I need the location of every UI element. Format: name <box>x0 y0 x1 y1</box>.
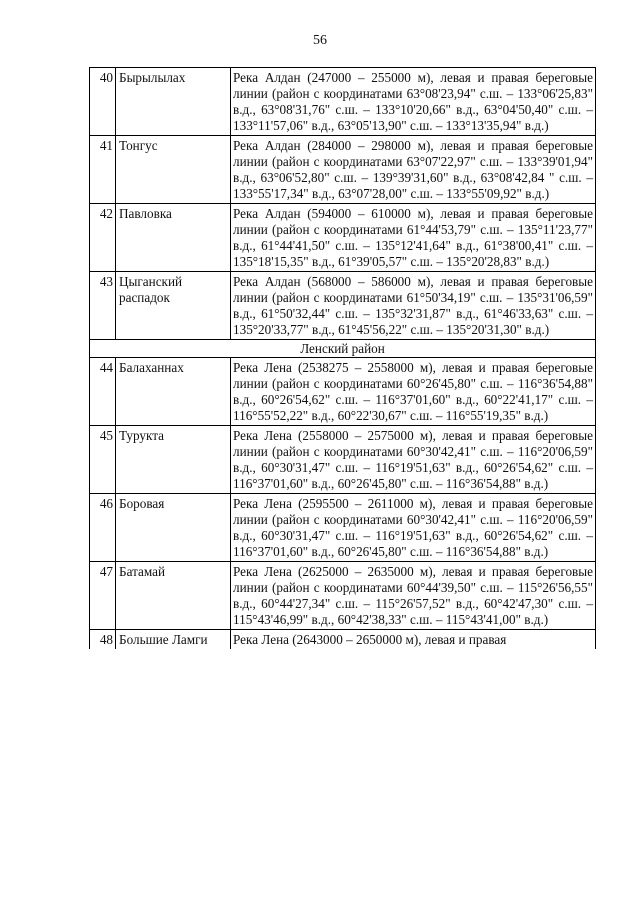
site-description: Река Лена (2538275 – 2558000 м), левая и правая береговые линии (район с координатами 60°26'45,80" с.ш. – 116°36'54,88" в.д., 60°26'54,62" с.ш. – 116°37'01,60" в.д., 60°22'41,17" с.ш. – 116°55'52,22" в.д., 60°22'30,67" с.ш. – 116°55'19,35" в.д.) <box>231 358 596 426</box>
site-name: Тонгус <box>116 136 231 204</box>
site-description: Река Лена (2558000 – 2575000 м), левая и правая береговые линии (район с координатами 60°30'42,41" с.ш. – 116°20'06,59" в.д., 60°30'31,47" с.ш. – 116°19'51,63" в.д., 60°26'54,62" с.ш. – 116°37'01,60" в.д., 60°26'45,80" с.ш. – 116°36'54,88" в.д.) <box>231 426 596 494</box>
row-number: 40 <box>90 68 116 136</box>
site-description: Река Алдан (568000 – 586000 м), левая и правая береговые линии (район с координатами 61°50'34,19" с.ш. – 135°31'06,59" в.д., 61°50'32,44" с.ш. – 135°32'31,87" в.д., 61°46'33,63" с.ш. – 135°20'33,77" в.д., 61°45'56,22" с.ш. – 135°20'31,30" в.д.) <box>231 272 596 340</box>
row-number: 48 <box>90 630 116 650</box>
page-number: 56 <box>313 33 327 48</box>
site-name: Боровая <box>116 494 231 562</box>
table-row <box>90 426 596 494</box>
site-description: Река Лена (2625000 – 2635000 м), левая и правая береговые линии (район с координатами 60°44'39,50" с.ш. – 115°26'56,55" в.д., 60°44'27,34" с.ш. – 115°26'57,52" в.д., 60°42'47,30" с.ш. – 115°43'46,99" в.д., 60°42'38,33" с.ш. – 115°43'41,00" в.д.) <box>231 562 596 630</box>
site-name: Большие Ламги <box>116 630 231 650</box>
table-row <box>90 630 596 650</box>
site-name: Цыганский распадок <box>116 272 231 340</box>
section-row <box>90 340 596 358</box>
fishing-sites-table <box>89 67 596 649</box>
site-description: Река Алдан (284000 – 298000 м), левая и правая береговые линии (район с координатами 63°07'22,97" с.ш. – 133°39'01,94" в.д., 63°06'52,80" с.ш. – 139°39'31,60" в.д., 63°08'42,84 " с.ш. – 133°55'17,34" в.д., 63°07'28,00" с.ш. – 133°55'09,92" в.д.) <box>231 136 596 204</box>
site-name: Батамай <box>116 562 231 630</box>
site-name: Турукта <box>116 426 231 494</box>
row-number: 45 <box>90 426 116 494</box>
row-number: 46 <box>90 494 116 562</box>
site-description: Река Лена (2595500 – 2611000 м), левая и правая береговые линии (район с координатами 60°30'42,41" с.ш. – 116°20'06,59" в.д., 60°30'31,47" с.ш. – 116°19'51,63" в.д., 60°26'54,62" с.ш. – 116°37'01,60" в.д., 60°26'45,80" с.ш. – 116°36'54,88" в.д.) <box>231 494 596 562</box>
row-number: 43 <box>90 272 116 340</box>
section-title: Ленский район <box>90 340 596 358</box>
table-row <box>90 562 596 630</box>
site-name: Бырылылах <box>116 68 231 136</box>
table-row <box>90 68 596 136</box>
table-row <box>90 272 596 340</box>
site-name: Павловка <box>116 204 231 272</box>
table-row <box>90 136 596 204</box>
row-number: 44 <box>90 358 116 426</box>
site-description: Река Алдан (247000 – 255000 м), левая и правая береговые линии (район с координатами 63°08'23,94" с.ш. – 133°06'25,83" в.д., 63°08'31,76" с.ш. – 133°10'20,66" в.д., 63°04'50,40" с.ш. – 133°11'57,06" в.д., 63°05'13,90" с.ш. – 133°13'35,94" в.д.) <box>231 68 596 136</box>
table-row <box>90 204 596 272</box>
site-name: Балаханнах <box>116 358 231 426</box>
row-number: 47 <box>90 562 116 630</box>
site-description: Река Лена (2643000 – 2650000 м), левая и правая <box>231 630 596 650</box>
table-row <box>90 494 596 562</box>
table-row <box>90 358 596 426</box>
site-description: Река Алдан (594000 – 610000 м), левая и правая береговые линии (район с координатами 61°44'53,79" с.ш. – 135°11'23,77" в.д., 61°44'41,50" с.ш. – 135°12'41,64" в.д., 61°38'00,41" с.ш. – 135°18'15,35" в.д., 61°39'05,57" с.ш. – 135°20'28,83" в.д.) <box>231 204 596 272</box>
row-number: 42 <box>90 204 116 272</box>
row-number: 41 <box>90 136 116 204</box>
